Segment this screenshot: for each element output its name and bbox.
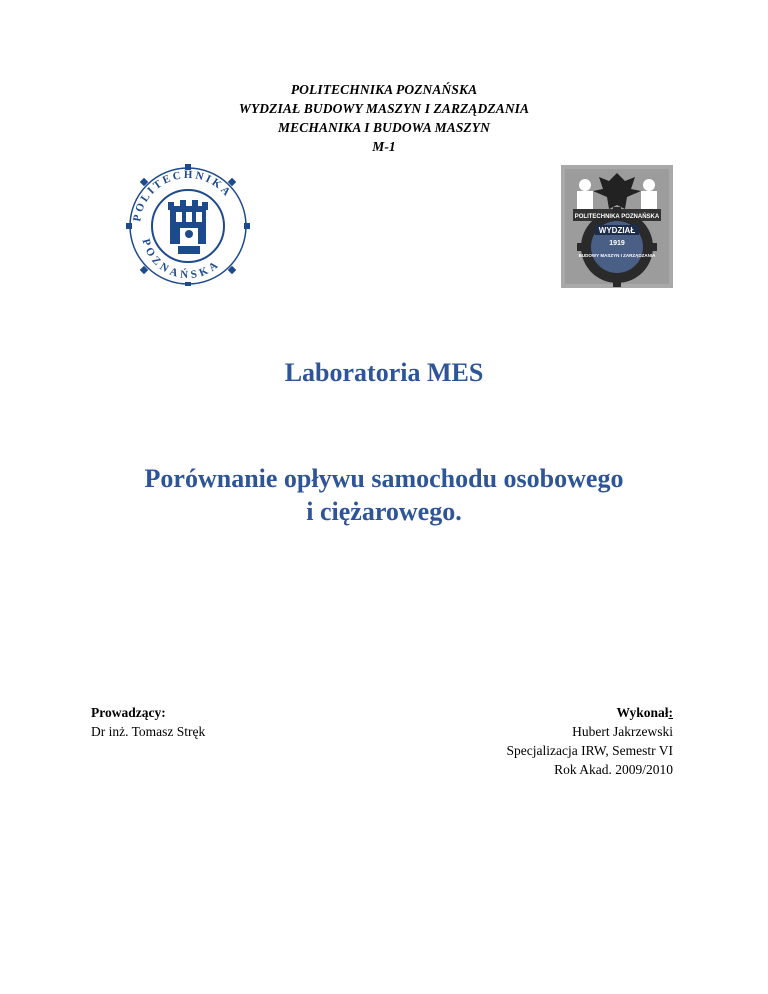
emblem-top-text: POLITECHNIKA POZNAŃSKA	[574, 214, 660, 220]
supervisor-block	[91, 703, 205, 741]
supervisor-name: Dr inż. Tomasz Stręk	[91, 724, 206, 739]
emblem-bottom-text: BUDOWY MASZYN I ZARZĄDZANIA	[578, 253, 656, 258]
author-block	[507, 703, 673, 779]
wydzial-budowy-maszyn-emblem-icon	[561, 165, 673, 288]
academic-year: Rok Akad. 2009/2010	[554, 762, 673, 777]
university-name: POLITECHNIKA POZNAŃSKA	[290, 82, 478, 97]
emblem-faculty-text: WYDZIAŁ	[598, 226, 636, 235]
author-name: Hubert Jakrzewski	[572, 724, 673, 739]
author-label-colon: :	[668, 705, 673, 720]
faculty-name: WYDZIAŁ BUDOWY MASZYN I ZARZĄDZANIA	[238, 101, 530, 116]
document-title: Laboratoria MES	[284, 358, 484, 387]
group-code: M-1	[372, 139, 396, 154]
author-label-line	[507, 703, 673, 722]
field-of-study: MECHANIKA I BUDOWA MASZYN	[278, 120, 490, 135]
author-specialization: Specjalizacja IRW, Semestr VI	[506, 743, 673, 758]
subtitle-line-2: i ciężarowego.	[306, 497, 462, 526]
author-label: Wykonał	[616, 705, 669, 720]
document-header	[0, 80, 768, 156]
politechnika-poznanska-seal-icon	[122, 160, 254, 286]
svg-text:POLITECHNIKA: POLITECHNIKA	[131, 168, 235, 223]
document-subtitle	[0, 462, 768, 528]
subtitle-line-1: Porównanie opływu samochodu osobowego	[144, 464, 624, 493]
svg-text:POZNAŃSKA: POZNAŃSKA	[139, 237, 223, 282]
emblem-year: 1919	[609, 240, 625, 247]
supervisor-label: Prowadzący:	[91, 705, 166, 720]
